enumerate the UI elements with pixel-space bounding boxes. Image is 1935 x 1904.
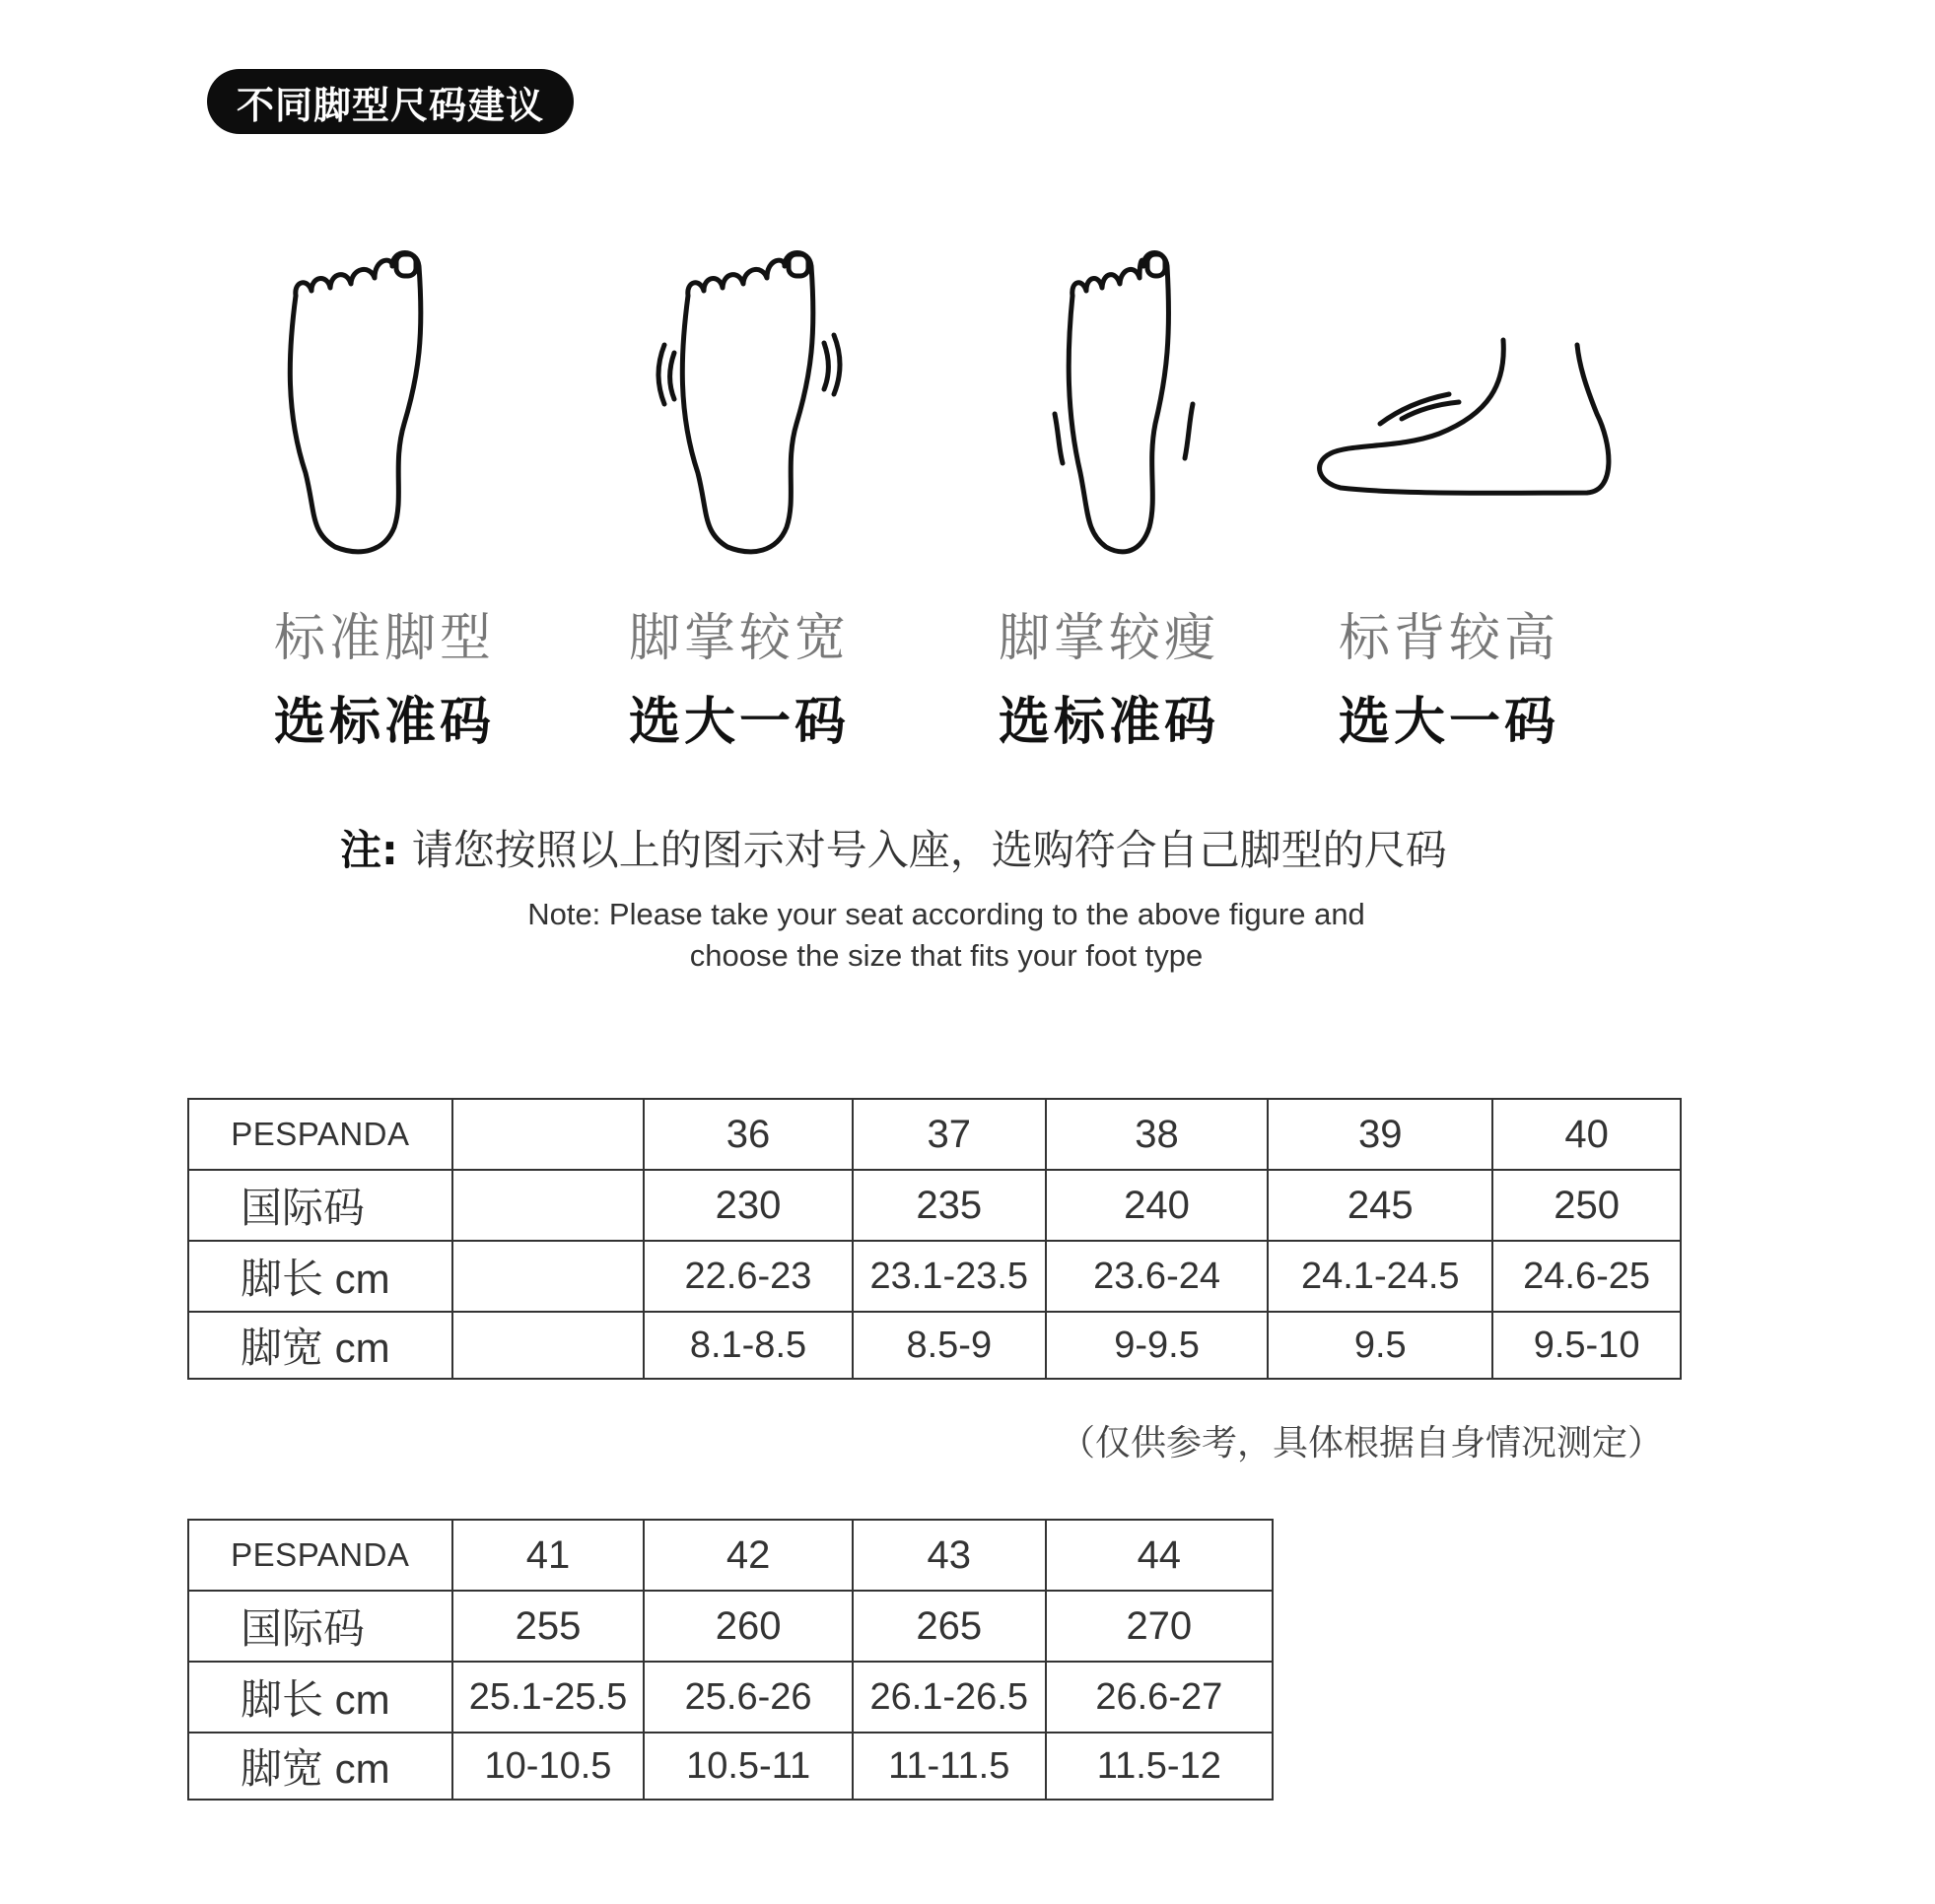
table-row: [188, 1241, 1681, 1312]
size-advice: 选大一码: [1338, 693, 1559, 752]
size-cell: 42: [644, 1520, 852, 1591]
note-text: 请您按照以上的图示对号入座，选购符合自己脚型的尺码: [411, 826, 1447, 874]
size-cell: 36: [644, 1099, 853, 1170]
size-table-41-44: [187, 1519, 1274, 1801]
value-cell: 10-10.5: [452, 1733, 645, 1800]
value-cell: 9-9.5: [1046, 1312, 1269, 1379]
value-cell: 24.1-24.5: [1268, 1241, 1492, 1312]
section-title-pill: [207, 69, 574, 134]
value-cell: 8.5-9: [853, 1312, 1046, 1379]
note-english-line1: Note: Please take your seat according to the above figure and: [527, 897, 1365, 931]
row-label: 脚长 cm: [188, 1662, 452, 1733]
value-cell: 235: [853, 1170, 1046, 1241]
empty-cell: [452, 1312, 644, 1379]
row-label: 脚宽 cm: [188, 1312, 452, 1379]
value-cell: 26.1-26.5: [853, 1662, 1046, 1733]
standard-foot-icon: [276, 237, 453, 562]
narrow-foot-icon: [1045, 237, 1203, 562]
value-cell: 250: [1492, 1170, 1681, 1241]
row-label: 国际码: [188, 1591, 452, 1662]
size-advice: 选标准码: [273, 693, 495, 752]
size-cell: 40: [1492, 1099, 1681, 1170]
row-label: 脚宽 cm: [188, 1733, 452, 1800]
foot-type-label: 标准脚型: [273, 609, 495, 668]
value-cell: 26.6-27: [1046, 1662, 1273, 1733]
size-cell: 37: [853, 1099, 1046, 1170]
value-cell: 23.1-23.5: [853, 1241, 1046, 1312]
note-chinese: [340, 818, 1447, 877]
value-cell: 255: [452, 1591, 645, 1662]
table-row: [188, 1591, 1273, 1662]
value-cell: 230: [644, 1170, 853, 1241]
row-label: 脚长 cm: [188, 1241, 452, 1312]
section-title: 不同脚型尺码建议: [236, 83, 544, 127]
size-advice: 选大一码: [628, 693, 850, 752]
value-cell: 9.5: [1268, 1312, 1492, 1379]
value-cell: 9.5-10: [1492, 1312, 1681, 1379]
empty-cell: [452, 1099, 644, 1170]
size-table-36-40: [187, 1098, 1682, 1380]
brand-cell: PESPANDA: [188, 1520, 452, 1591]
value-cell: 270: [1046, 1591, 1273, 1662]
wide-foot-icon: [651, 237, 848, 562]
note-label: 注:: [340, 826, 398, 874]
value-cell: 25.6-26: [644, 1662, 852, 1733]
brand-cell: PESPANDA: [188, 1099, 452, 1170]
table-row: [188, 1099, 1681, 1170]
reference-note: （仅供参考，具体根据自身情况测定）: [1060, 1423, 1664, 1463]
value-cell: 23.6-24: [1046, 1241, 1269, 1312]
value-cell: 265: [853, 1591, 1046, 1662]
size-cell: 38: [1046, 1099, 1269, 1170]
value-cell: 22.6-23: [644, 1241, 853, 1312]
table-row: [188, 1312, 1681, 1379]
size-cell: 43: [853, 1520, 1046, 1591]
empty-cell: [452, 1170, 644, 1241]
value-cell: 11.5-12: [1046, 1733, 1273, 1800]
value-cell: 10.5-11: [644, 1733, 852, 1800]
table-row: [188, 1662, 1273, 1733]
size-cell: 39: [1268, 1099, 1492, 1170]
table-row: [188, 1733, 1273, 1800]
table-row: [188, 1520, 1273, 1591]
value-cell: 8.1-8.5: [644, 1312, 853, 1379]
size-advice: 选标准码: [998, 693, 1219, 752]
empty-cell: [452, 1241, 644, 1312]
foot-type-label: 标背较高: [1338, 609, 1559, 668]
high-instep-foot-icon: [1311, 325, 1626, 503]
note-english-line2: choose the size that fits your foot type: [689, 938, 1204, 973]
table-row: [188, 1170, 1681, 1241]
value-cell: 240: [1046, 1170, 1269, 1241]
foot-type-label: 脚掌较宽: [628, 609, 850, 668]
value-cell: 24.6-25: [1492, 1241, 1681, 1312]
value-cell: 260: [644, 1591, 852, 1662]
value-cell: 245: [1268, 1170, 1492, 1241]
value-cell: 11-11.5: [853, 1733, 1046, 1800]
value-cell: 25.1-25.5: [452, 1662, 645, 1733]
row-label: 国际码: [188, 1170, 452, 1241]
foot-type-label: 脚掌较瘦: [998, 609, 1219, 668]
size-cell: 41: [452, 1520, 645, 1591]
size-cell: 44: [1046, 1520, 1273, 1591]
